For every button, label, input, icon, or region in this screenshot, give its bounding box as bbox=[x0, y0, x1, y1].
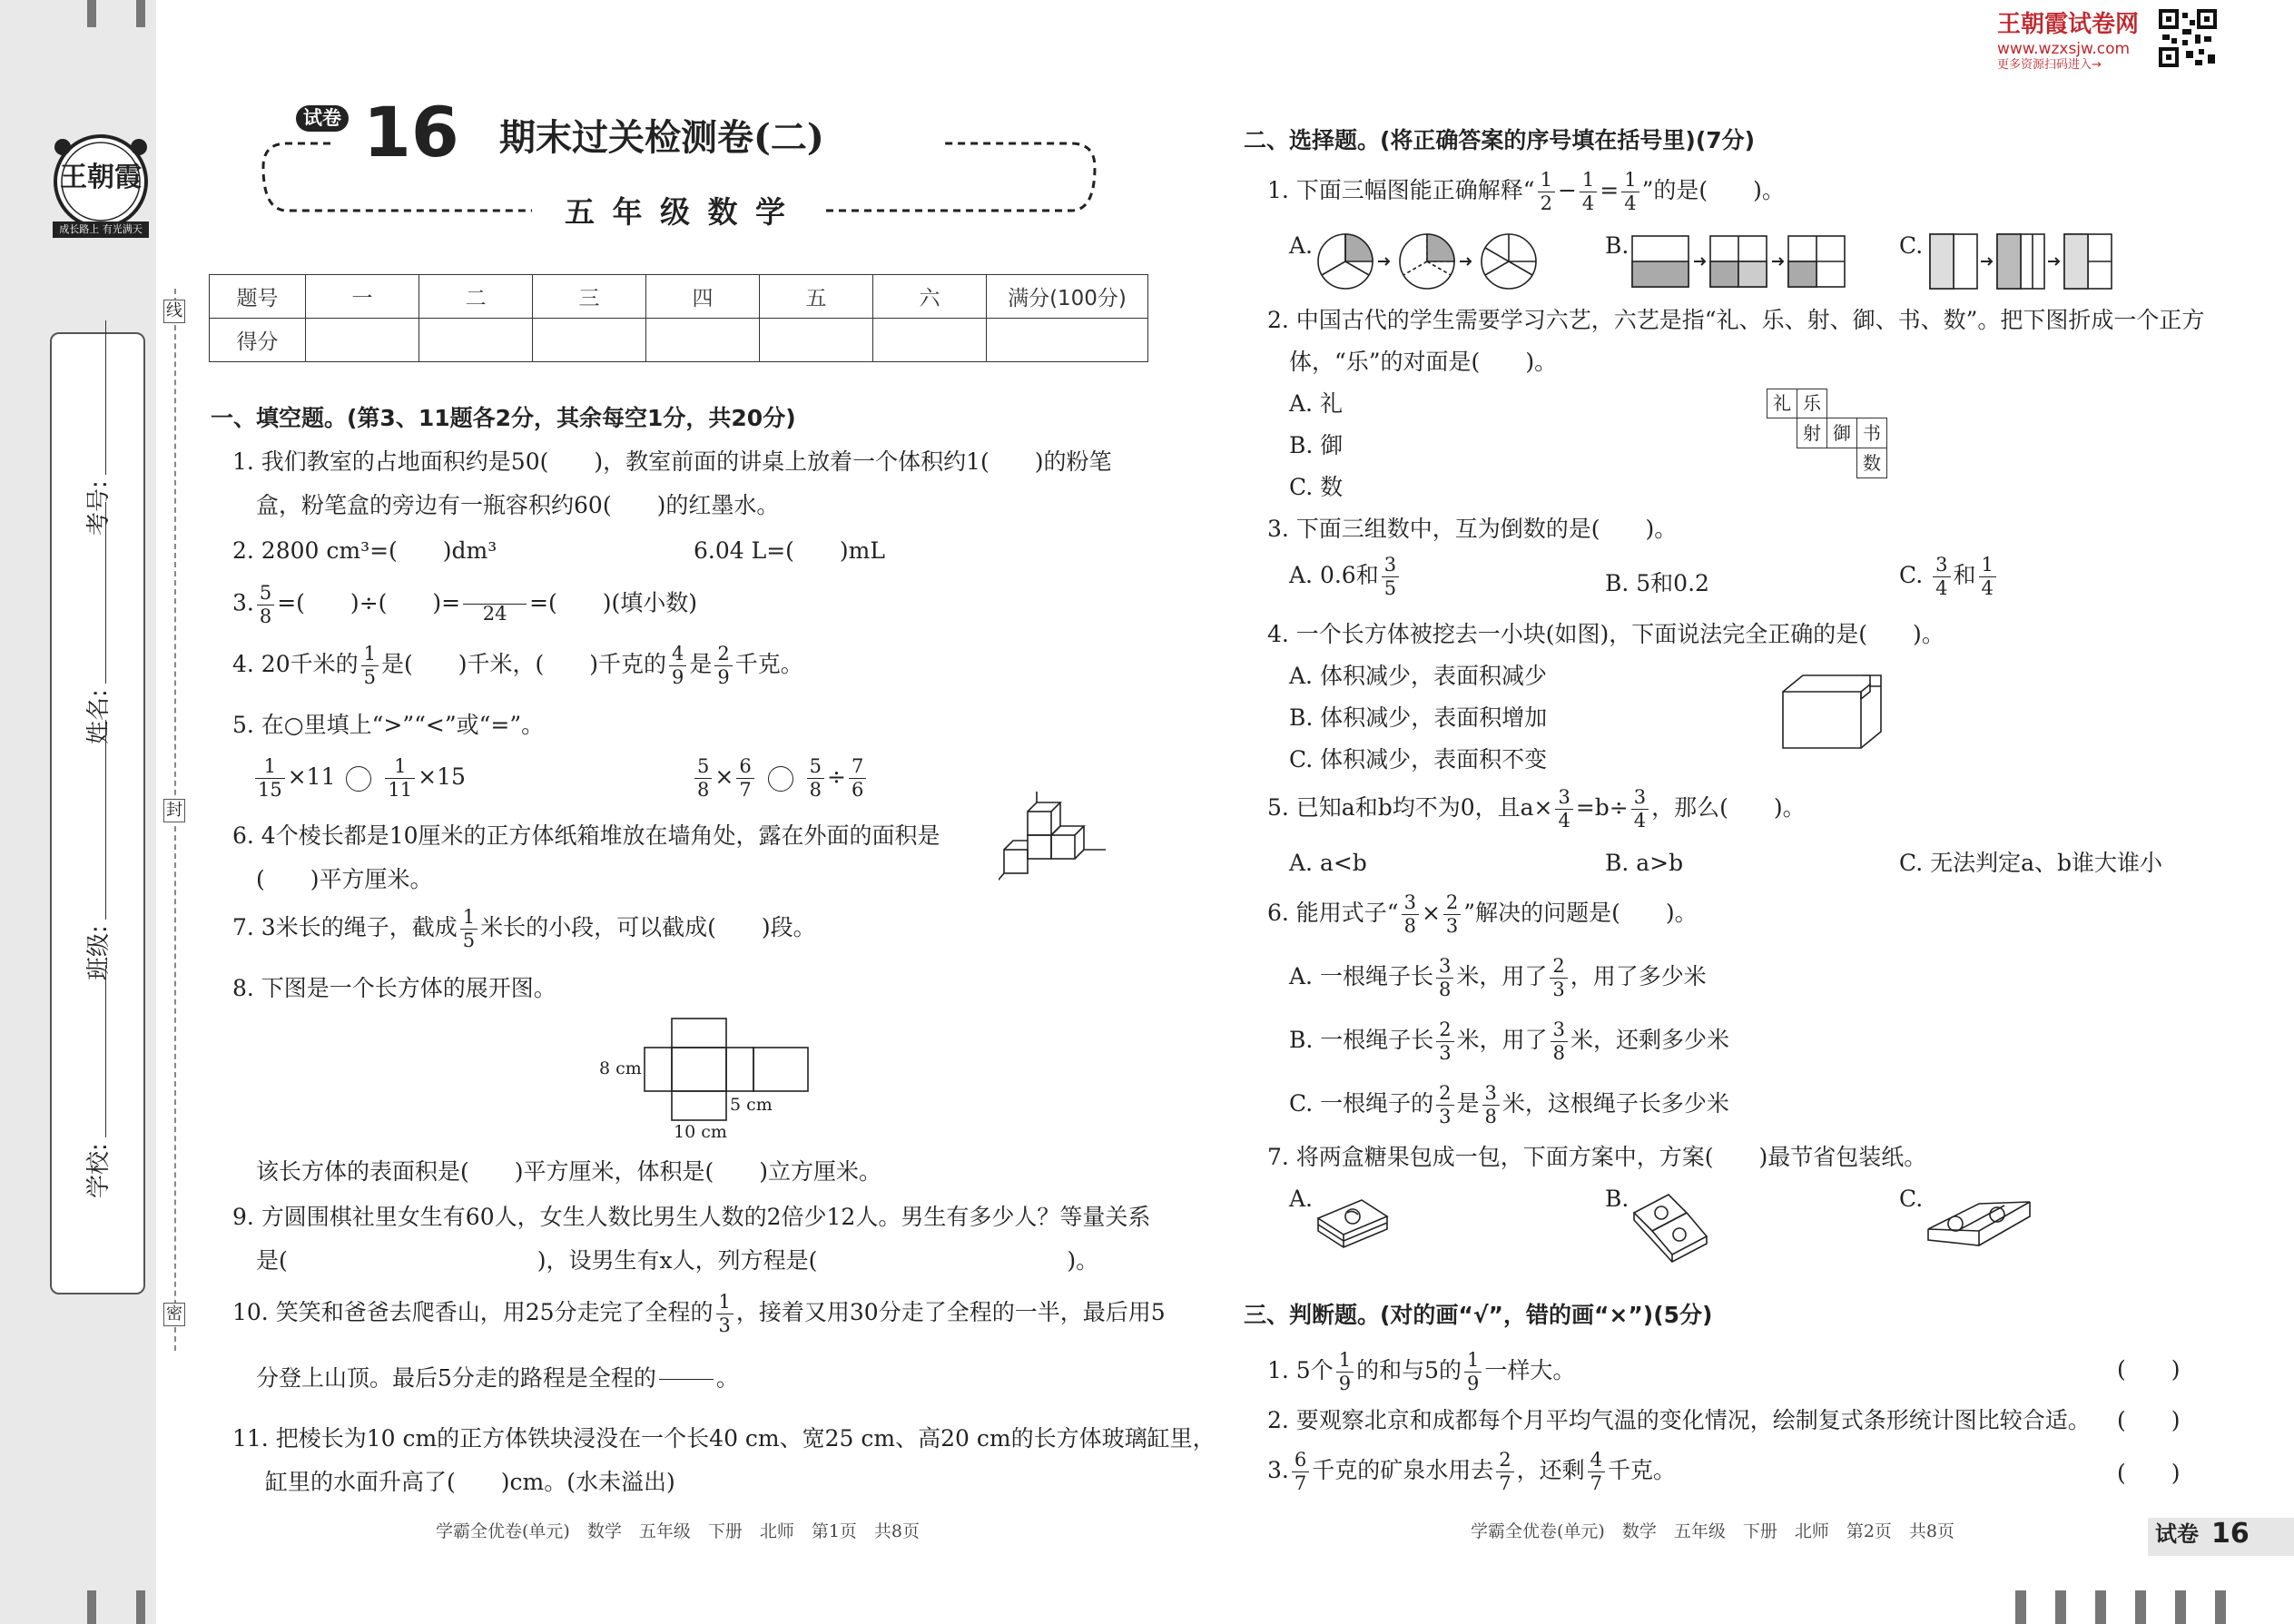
r-q2-option-a: A. 礼 bbox=[1289, 390, 1343, 417]
bottom-marks bbox=[2015, 1590, 2288, 1624]
brand-site-name: 王朝霞试卷网 bbox=[1997, 11, 2140, 38]
r-q6: 6. 能用式子“ $\frac{3}{8}$ × $\frac{2}{3}$ ”解决的问题是( )。 bbox=[1267, 891, 1698, 937]
binding-mark bbox=[136, 0, 145, 27]
binding-mark bbox=[87, 0, 96, 27]
binding-mark bbox=[87, 1590, 96, 1624]
cube-net-figure: 礼 乐 射 御 书 数 bbox=[1767, 389, 1890, 479]
q2-part-a: 2. 2800 cm³=( )dm³ bbox=[232, 537, 497, 564]
q1-line2: 盒，粉笔盒的旁边有一瓶容积约60( )的红墨水。 bbox=[256, 492, 780, 518]
q6-line2: ( )平方厘米。 bbox=[256, 866, 433, 892]
r-q3: 3. 下面三组数中，互为倒数的是( )。 bbox=[1267, 516, 1678, 542]
fraction-blank: 24 bbox=[463, 581, 527, 628]
q5-compare-a: $\frac{1}{15}$ ×11 $\frac{1}{11}$ ×15 bbox=[252, 757, 466, 800]
r-q7-label-b: B. bbox=[1605, 1186, 1629, 1212]
page-tab-number: 16 bbox=[2211, 1518, 2250, 1550]
q10-line2: 分登上山顶。最后5分走的路程是全程的 。 bbox=[256, 1356, 739, 1403]
score-table bbox=[209, 274, 1148, 362]
sidebar-school: 学校: bbox=[80, 965, 113, 1198]
score-cell: 三 bbox=[533, 275, 646, 319]
exam-title: 期末过关检测卷(二) bbox=[499, 116, 824, 159]
q3: 3. $\frac{5}{8}$ =( )÷( )= 24 =( )(填小数) bbox=[232, 581, 698, 627]
score-entry[interactable] bbox=[987, 319, 1148, 362]
r-q4: 4. 一个长方体被挖去一小块(如图)，下面说法完全正确的是( )。 bbox=[1267, 621, 1944, 647]
exam-badge: 试卷 bbox=[296, 105, 349, 132]
r-q2-option-c: C. 数 bbox=[1289, 474, 1344, 500]
score-cell: 得分 bbox=[210, 319, 306, 362]
judge-1-answer[interactable]: ( ) bbox=[2117, 1356, 2181, 1383]
judge-3-answer[interactable]: ( ) bbox=[2117, 1460, 2181, 1486]
q4: 4. 20千米的 $\frac{1}{5}$ 是( )千米，( )千克的 $\frac{4}{9}$ 是 $\frac{2}{9}$ 千克。 bbox=[232, 643, 803, 688]
compare-circle[interactable] bbox=[768, 766, 793, 792]
r-q2-option-b: B. 御 bbox=[1289, 432, 1344, 458]
r-q4-option-b: B. 体积减少，表面积增加 bbox=[1289, 704, 1548, 731]
qr-code-icon bbox=[2159, 9, 2217, 67]
score-cell: 六 bbox=[873, 275, 987, 319]
score-entry[interactable] bbox=[646, 319, 760, 362]
right-page-footer: 学霸全优卷(单元) 数学 五年级 下册 北师 第2页 共8页 bbox=[1471, 1521, 1955, 1541]
score-entry[interactable] bbox=[873, 319, 987, 362]
judge-2: 2. 要观察北京和成都每个月平均气温的变化情况，绘制复式条形统计图比较合适。 bbox=[1267, 1407, 2091, 1433]
score-entry[interactable] bbox=[533, 319, 646, 362]
q5: 5. 在○里填上“>”“<”或“=”。 bbox=[232, 712, 545, 738]
r-q4-option-c: C. 体积减少，表面积不变 bbox=[1289, 746, 1548, 773]
score-entry[interactable] bbox=[760, 319, 873, 362]
fraction-blank bbox=[659, 1356, 714, 1403]
r-q1-label-b: B. bbox=[1605, 232, 1629, 259]
score-entry[interactable] bbox=[419, 319, 533, 362]
q7: 7. 3米长的绳子，截成 $\frac{1}{5}$ 米长的小段，可以截成( )段。 bbox=[232, 906, 816, 951]
exam-subtitle: 五 年 级 数 学 bbox=[565, 194, 789, 230]
r-q5-option-b: B. a>b bbox=[1605, 850, 1684, 876]
candy-boxes-a-figure bbox=[1314, 1186, 1391, 1251]
score-entry[interactable] bbox=[306, 319, 419, 362]
judge-3: 3. $\frac{6}{7}$ 千克的矿泉水用去 $\frac{2}{7}$ ，还剩 $\frac{4}{7}$ 千克。 bbox=[1267, 1449, 1677, 1494]
sidebar-exam-no: 考号: bbox=[80, 320, 113, 536]
r-q6-option-b: B. 一根绳子长 $\frac{2}{3}$ 米，用了 $\frac{3}{8}$ 米，还剩多少米 bbox=[1289, 1019, 1730, 1064]
q1-line1: 1. 我们教室的占地面积约是50( )，教室前面的讲桌上放着一个体积约1( )的粉笔 bbox=[232, 448, 1112, 475]
net-height-label: 8 cm bbox=[599, 1058, 642, 1078]
left-page-footer: 学霸全优卷(单元) 数学 五年级 下册 北师 第1页 共8页 bbox=[436, 1521, 921, 1541]
stacked-cubes-figure bbox=[999, 792, 1108, 891]
candy-boxes-b-figure bbox=[1630, 1186, 1721, 1276]
r-q1-option-b-figure bbox=[1630, 234, 1857, 289]
sidebar-class: 班级: bbox=[80, 720, 113, 980]
q2-part-b: 6.04 L=( )mL bbox=[694, 537, 885, 564]
section-3-title: 三、判断题。(对的画“√”，错的画“×”)(5分) bbox=[1244, 1302, 1713, 1328]
q11-line2: 缸里的水面升高了( )cm。(水未溢出) bbox=[265, 1469, 675, 1495]
r-q3-option-a: A. 0.6和 $\frac{3}{5}$ bbox=[1289, 556, 1402, 598]
r-q1: 1. 下面三幅图能正确解释“ $\frac{1}{2}$ − $\frac{1}{4}$ = $\frac{1}{4}$ ”的是( )。 bbox=[1267, 169, 1785, 214]
r-q5-option-a: A. a<b bbox=[1289, 850, 1367, 876]
seal-mark-secret: 密 bbox=[163, 1303, 185, 1326]
logo-slogan: 成长路上 有光满天 bbox=[59, 223, 143, 235]
r-q1-option-c-figure bbox=[1928, 232, 2128, 290]
brand-logo bbox=[47, 127, 154, 245]
judge-2-answer[interactable]: ( ) bbox=[2117, 1407, 2181, 1433]
score-cell: 满分(100分) bbox=[987, 275, 1148, 319]
logo-text: 王朝霞 bbox=[60, 162, 142, 193]
page-tab-label: 试卷 bbox=[2155, 1521, 2199, 1547]
r-q6-option-c: C. 一根绳子的 $\frac{2}{3}$ 是 $\frac{3}{8}$ 米，这根绳子长多少米 bbox=[1289, 1082, 1729, 1127]
r-q6-option-a: A. 一根绳子长 $\frac{3}{8}$ 米，用了 $\frac{2}{3}$ ，用了多少米 bbox=[1289, 955, 1707, 1000]
fraction: $\frac{5}{8}$ bbox=[257, 584, 274, 626]
net-length-label: 10 cm bbox=[674, 1122, 727, 1142]
score-table-score-row bbox=[210, 319, 1148, 362]
r-q5-option-c: C. 无法判定a、b谁大谁小 bbox=[1899, 850, 2163, 876]
score-cell: 题号 bbox=[210, 275, 306, 319]
seal-mark-seal: 封 bbox=[163, 799, 185, 822]
q11-line1: 11. 把棱长为10 cm的正方体铁块浸没在一个长40 cm、宽25 cm、高20 cm的长方体玻璃缸里， bbox=[232, 1425, 1216, 1452]
q5-compare-b: $\frac{5}{8}$ × $\frac{6}{7}$ $\frac{5}{8}$ ÷ $\frac{7}{6}$ bbox=[692, 757, 869, 800]
q10-line1: 10. 笑笑和爸爸去爬香山，用25分走完了全程的 $\frac{1}{3}$ ，接着又用30分走了全程的一半，最后用5 bbox=[232, 1291, 1166, 1336]
r-q3-option-b: B. 5和0.2 bbox=[1605, 570, 1709, 596]
binding-mark bbox=[136, 1590, 145, 1624]
r-q1-option-a-figure bbox=[1316, 232, 1561, 290]
r-q4-option-a: A. 体积减少，表面积减少 bbox=[1289, 663, 1547, 689]
seal-mark-line: 线 bbox=[163, 300, 185, 323]
score-cell: 二 bbox=[419, 275, 533, 319]
r-q1-label-a: A. bbox=[1289, 232, 1314, 259]
q6-line1: 6. 4个棱长都是10厘米的正方体纸箱堆放在墙角处，露在外面的面积是 bbox=[232, 822, 940, 849]
q8: 8. 下图是一个长方体的展开图。 bbox=[232, 975, 556, 1001]
score-cell: 一 bbox=[306, 275, 419, 319]
r-q7-label-c: C. bbox=[1899, 1186, 1924, 1212]
r-q7-label-a: A. bbox=[1289, 1186, 1314, 1212]
r-q3-option-c: C. $\frac{3}{4}$ 和 $\frac{1}{4}$ bbox=[1899, 556, 1999, 598]
r-q7: 7. 将两盒糖果包成一包，下面方案中，方案( )最节省包装纸。 bbox=[1267, 1144, 1927, 1170]
r-q2-line1: 2. 中国古代的学生需要学习六艺，六艺是指“礼、乐、射、御、书、数”。把下图折成一个正方 bbox=[1267, 307, 2205, 333]
r-q5: 5. 已知a和b均不为0，且a× $\frac{3}{4}$ =b÷ $\frac{3}{4}$ ，那么( )。 bbox=[1267, 786, 1806, 832]
r-q2-line2: 体，“乐”的对面是( )。 bbox=[1289, 349, 1558, 375]
brand-promo: 更多资源扫码进入→ bbox=[1997, 58, 2102, 72]
q9-line2: 是( )，设男生有x人，列方程是( )。 bbox=[256, 1247, 1099, 1274]
exam-number: 16 bbox=[363, 92, 459, 172]
q8-answer: 该长方体的表面积是( )平方厘米，体积是( )立方厘米。 bbox=[256, 1158, 882, 1185]
candy-boxes-c-figure bbox=[1925, 1189, 2033, 1262]
brand-url: www.wzxsjw.com bbox=[1997, 40, 2131, 58]
cut-cuboid-figure bbox=[1779, 672, 1888, 753]
r-q1-label-c: C. bbox=[1899, 232, 1924, 259]
score-table-header-row bbox=[210, 275, 1148, 319]
compare-circle[interactable] bbox=[346, 766, 371, 792]
judge-1: 1. 5个 $\frac{1}{9}$ 的和与5的 $\frac{1}{9}$ 一样大。 bbox=[1267, 1349, 1576, 1394]
score-cell: 五 bbox=[760, 275, 873, 319]
section-1-title: 一、填空题。(第3、11题各2分，其余每空1分，共20分) bbox=[211, 405, 796, 431]
score-cell: 四 bbox=[646, 275, 760, 319]
q9-line1: 9. 方圆围棋社里女生有60人，女生人数比男生人数的2倍少12人。男生有多少人？等量关系 bbox=[232, 1204, 1151, 1230]
sidebar-name: 姓名: bbox=[80, 502, 113, 744]
section-2-title: 二、选择题。(将正确答案的序号填在括号里)(7分) bbox=[1244, 127, 1756, 153]
net-width-label: 5 cm bbox=[730, 1095, 773, 1115]
